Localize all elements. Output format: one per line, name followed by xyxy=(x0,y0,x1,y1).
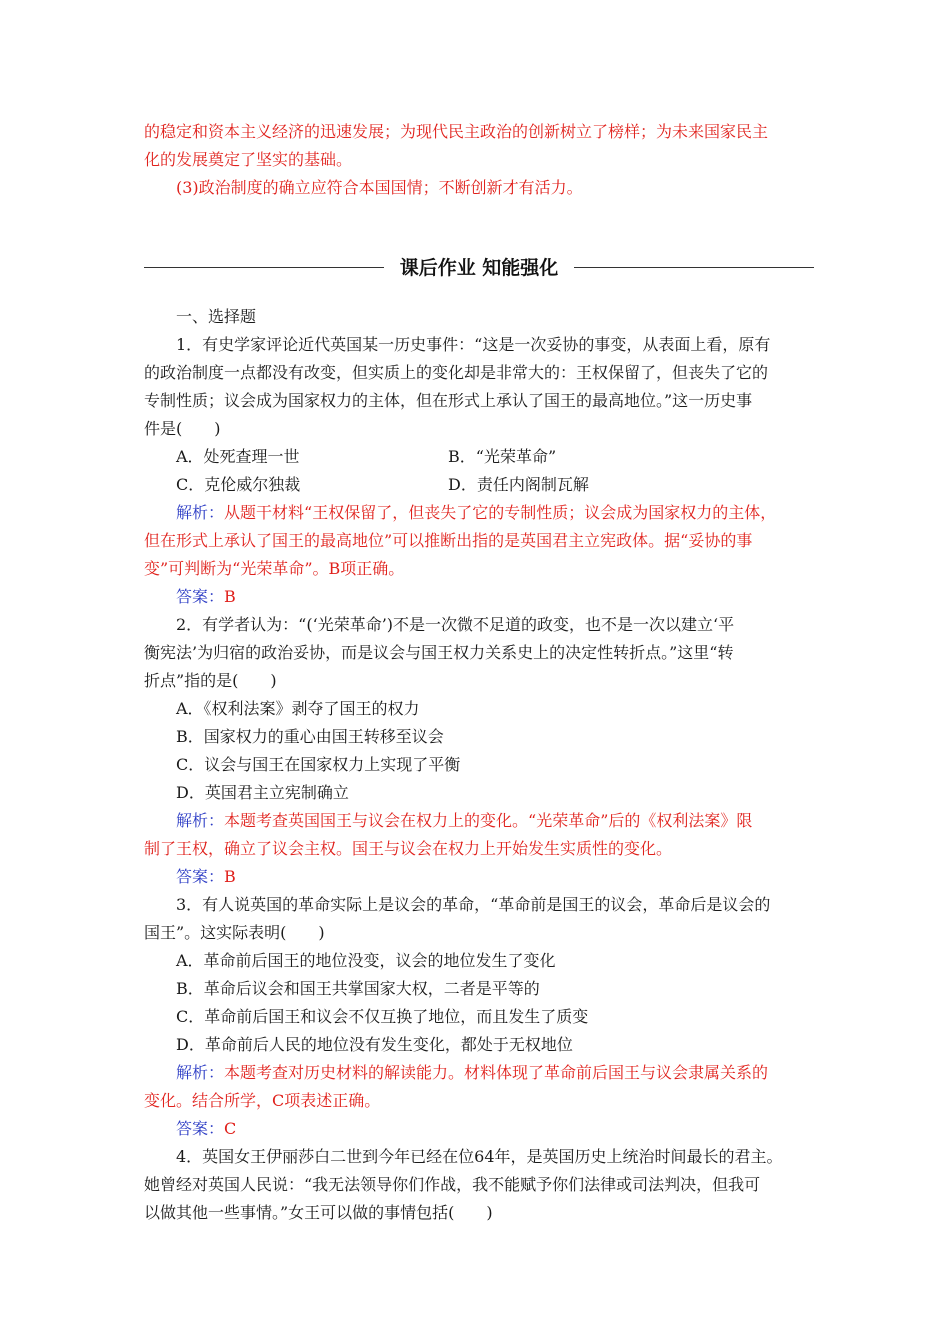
heading-rule-right xyxy=(574,267,814,268)
q2-analysis-text-1: 本题考查英国国王与议会在权力上的变化。“光荣革命”后的《权利法案》限 xyxy=(224,811,753,830)
q2-answer-label: 答案： xyxy=(176,867,225,886)
q3-option-b: B．革命后议会和国王共掌国家大权，二者是平等的 xyxy=(176,979,540,998)
q2-stem-line-1: 2．有学者认为：“(‘光荣革命’)不是一次微不足道的政变，也不是一次以建立‘平 xyxy=(176,615,735,634)
q1-option-d: D．责任内阁制瓦解 xyxy=(448,475,589,494)
q2-stem-line-2: 衡宪法’为归宿的政治妥协，而是议会与国王权力关系史上的决定性转折点。”这里“转 xyxy=(144,643,734,662)
q3-answer-label: 答案： xyxy=(176,1119,225,1138)
q1-option-c: C．克伦威尔独裁 xyxy=(176,475,301,494)
q1-option-b: B．“光荣革命” xyxy=(448,447,557,466)
q1-analysis-line-2: 但在形式上承认了国王的最高地位”可以推断出指的是英国君主立宪政体。据“妥协的事 xyxy=(144,531,753,550)
q1-analysis-line-1 xyxy=(176,502,816,524)
q4-stem-line-2: 她曾经对英国人民说：“我无法领导你们作战，我不能赋予你们法律或司法判决，但我可 xyxy=(144,1175,761,1194)
q3-option-c: C．革命前后国王和议会不仅互换了地位，而且发生了质变 xyxy=(176,1007,589,1026)
q2-option-c: C．议会与国王在国家权力上实现了平衡 xyxy=(176,755,461,774)
q3-analysis-line-2: 变化。结合所学，C项表述正确。 xyxy=(144,1091,381,1110)
q2-analysis-line-2: 制了王权，确立了议会主权。国王与议会在权力上开始发生实质性的变化。 xyxy=(144,839,673,858)
q1-answer-value: B xyxy=(224,587,236,606)
q1-analysis-text-1: 从题干材料“王权保留了，但丧失了它的专制性质；议会成为国家权力的主体， xyxy=(224,503,777,522)
q3-analysis-text-1: 本题考查对历史材料的解读能力。材料体现了革命前后国王与议会隶属关系的 xyxy=(224,1063,769,1082)
intro-line-2: 化的发展奠定了坚实的基础。 xyxy=(144,150,353,169)
q3-stem-line-2: 国王”。这实际表明( ) xyxy=(144,923,325,942)
q1-stem-line-1: 1．有史学家评论近代英国某一历史事件：“这是一次妥协的事变，从表面上看，原有 xyxy=(176,335,771,354)
q2-stem-line-3: 折点”指的是( ) xyxy=(144,671,277,690)
q1-option-a: A．处死查理一世 xyxy=(176,447,300,466)
q3-analysis-label: 解析： xyxy=(176,1063,225,1082)
q2-analysis-line-1 xyxy=(176,810,816,832)
q2-option-b: B．国家权力的重心由国王转移至议会 xyxy=(176,727,444,746)
q4-stem-line-1: 4．英国女王伊丽莎白二世到今年已经在位64年，是英国历史上统治时间最长的君主。 xyxy=(176,1147,783,1166)
q1-analysis-line-3: 变”可判断为“光荣革命”。B项正确。 xyxy=(144,559,405,578)
heading-rule-left xyxy=(144,267,384,268)
q3-option-d: D．革命前后人民的地位没有发生变化，都处于无权地位 xyxy=(176,1035,573,1054)
q1-answer xyxy=(176,586,816,608)
q2-option-a: A．《权利法案》剥夺了国王的权力 xyxy=(176,699,420,718)
q1-analysis-label: 解析： xyxy=(176,503,225,522)
q2-answer-value: B xyxy=(224,867,236,886)
q3-analysis-line-1 xyxy=(176,1062,816,1084)
q4-stem-line-3: 以做其他一些事情。”女王可以做的事情包括( ) xyxy=(144,1203,493,1222)
q1-stem-line-2: 的政治制度一点都没有改变，但实质上的变化却是非常大的：王权保留了，但丧失了它的 xyxy=(144,363,769,382)
q1-stem-line-3: 专制性质；议会成为国家权力的主体，但在形式上承认了国王的最高地位。”这一历史事 xyxy=(144,391,753,410)
q1-answer-label: 答案： xyxy=(176,587,225,606)
section-heading xyxy=(144,255,814,281)
section-heading-text: 课后作业 知能强化 xyxy=(399,257,559,279)
q3-stem-line-1: 3．有人说英国的革命实际上是议会的革命，“革命前是国王的议会，革命后是议会的 xyxy=(176,895,771,914)
part-title: 一、选择题 xyxy=(176,307,257,326)
q3-answer-value: C xyxy=(224,1119,237,1138)
q3-option-a: A．革命前后国王的地位没变，议会的地位发生了变化 xyxy=(176,951,556,970)
q2-analysis-label: 解析： xyxy=(176,811,225,830)
q1-stem-line-4: 件是( ) xyxy=(144,419,221,438)
intro-line-1: 的稳定和资本主义经济的迅速发展；为现代民主政治的创新树立了榜样；为未来国家民主 xyxy=(144,122,769,141)
q2-answer xyxy=(176,866,816,888)
intro-line-3: (3)政治制度的确立应符合本国国情；不断创新才有活力。 xyxy=(176,178,583,197)
q2-option-d: D．英国君主立宪制确立 xyxy=(176,783,349,802)
q3-answer xyxy=(176,1118,816,1140)
